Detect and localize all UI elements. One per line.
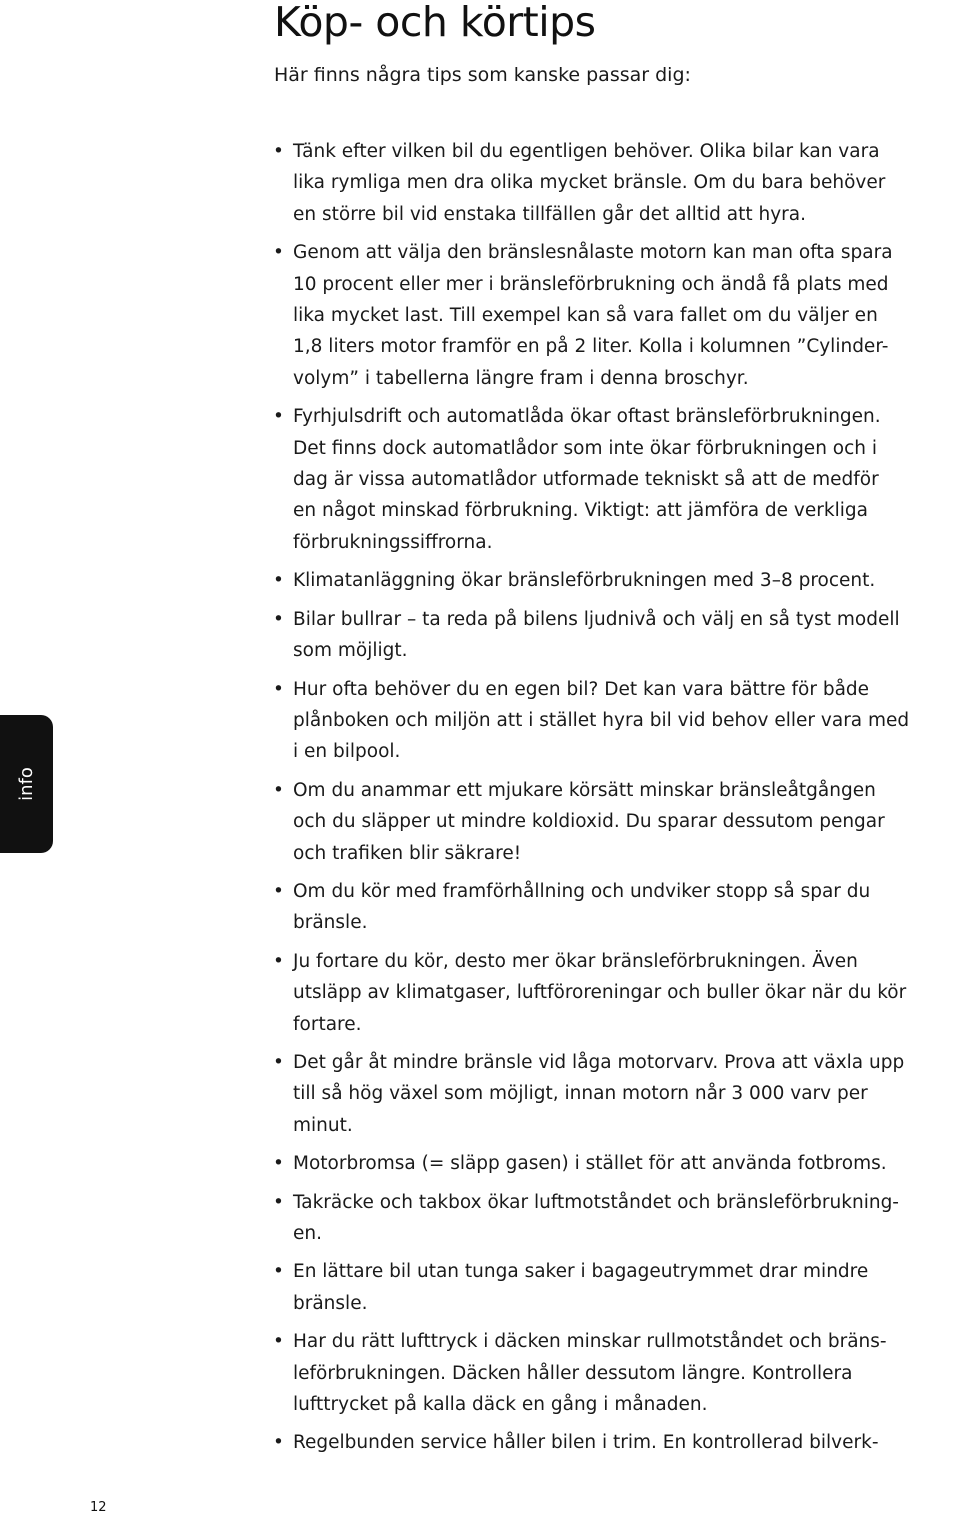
tip-line: Det går åt mindre bränsle vid låga motorvarv. Prova att växla upp bbox=[293, 1051, 905, 1073]
tip-item bbox=[270, 136, 960, 230]
tip-line: Klimatanläggning ökar bränsleförbrukningen med 3–8 procent. bbox=[293, 570, 876, 592]
tip-line: Om du kör med framförhållning och undviker stopp så spar du bbox=[293, 880, 871, 902]
tip-line: Har du rätt lufttryck i däcken minskar rullmotståndet och bräns- bbox=[293, 1331, 887, 1353]
tip-line: leförbrukningen. Däcken håller dessutom längre. Kontrollera bbox=[293, 1362, 853, 1384]
tip-line: bränsle. bbox=[293, 912, 368, 934]
tip-item bbox=[270, 604, 960, 667]
tip-line: 10 procent eller mer i bränsleförbrukning och ändå få plats med bbox=[293, 273, 889, 295]
tip-line: Fyrhjulsdrift och automatlåda ökar oftast bränsleförbrukningen. bbox=[293, 406, 881, 428]
page-title: Köp- och körtips bbox=[274, 0, 596, 46]
tip-line: Bilar bullrar – ta reda på bilens ljudnivå och välj en så tyst modell bbox=[293, 608, 900, 630]
tip-line: minut. bbox=[293, 1114, 353, 1136]
tip-line: Hur ofta behöver du en egen bil? Det kan vara bättre för både bbox=[293, 678, 870, 700]
tip-line: och du släpper ut mindre koldioxid. Du sparar dessutom pengar bbox=[293, 811, 885, 833]
bullet-icon: • bbox=[273, 1261, 284, 1283]
tip-line: bränsle. bbox=[293, 1292, 368, 1314]
bullet-icon: • bbox=[273, 678, 284, 700]
tip-item bbox=[270, 1427, 960, 1458]
tip-item bbox=[270, 775, 960, 869]
tip-item bbox=[270, 946, 960, 1040]
tip-item bbox=[270, 1326, 960, 1420]
tip-line: som möjligt. bbox=[293, 640, 408, 662]
tip-line: och trafiken blir säkrare! bbox=[293, 842, 522, 864]
tips-list bbox=[270, 136, 960, 1466]
bullet-icon: • bbox=[273, 1153, 284, 1175]
bullet-icon: • bbox=[273, 779, 284, 801]
tip-line: i en bilpool. bbox=[293, 741, 401, 763]
tip-line: plånboken och miljön att i stället hyra bil vid behov eller vara med bbox=[293, 709, 910, 731]
tip-line: Det finns dock automatlådor som inte ökar förbrukningen och i bbox=[293, 437, 878, 459]
bullet-icon: • bbox=[273, 1432, 284, 1454]
tip-line: lika mycket last. Till exempel kan så vara fallet om du väljer en bbox=[293, 305, 878, 327]
tip-line: En lättare bil utan tunga saker i bagageutrymmet drar mindre bbox=[293, 1261, 869, 1283]
info-side-tab bbox=[0, 715, 53, 853]
tip-line: till så hög växel som möjligt, innan motorn når 3 000 varv per bbox=[293, 1083, 868, 1105]
tip-item bbox=[270, 1256, 960, 1319]
bullet-icon: • bbox=[273, 570, 284, 592]
tip-line: en större bil vid enstaka tillfällen går det alltid att hyra. bbox=[293, 203, 806, 225]
side-tab-label: info bbox=[15, 767, 37, 801]
tip-item bbox=[270, 1047, 960, 1141]
tip-line: en något minskad förbrukning. Viktigt: att jämföra de verkliga bbox=[293, 500, 868, 522]
tip-item bbox=[270, 401, 960, 558]
tip-line: lika rymliga men dra olika mycket bränsle. Om du bara behöver bbox=[293, 172, 886, 194]
tip-line: Takräcke och takbox ökar luftmotståndet och bränsleförbrukning- bbox=[293, 1191, 899, 1213]
tip-line: Regelbunden service håller bilen i trim. En kontrollerad bilverk- bbox=[293, 1432, 879, 1454]
tip-line: dag är vissa automatlådor utformade tekniskt så att de medför bbox=[293, 469, 879, 491]
bullet-icon: • bbox=[273, 406, 284, 428]
tip-line: 1,8 liters motor framför en på 2 liter. Kolla i kolumnen ”Cylinder- bbox=[293, 336, 889, 358]
bullet-icon: • bbox=[273, 1191, 284, 1213]
tip-line: en. bbox=[293, 1223, 322, 1244]
tip-item bbox=[270, 674, 960, 768]
bullet-icon: • bbox=[273, 950, 284, 972]
tip-item bbox=[270, 237, 960, 394]
tip-line: fortare. bbox=[293, 1013, 362, 1035]
bullet-icon: • bbox=[273, 880, 284, 902]
tip-line: volym” i tabellerna längre fram i denna broschyr. bbox=[293, 367, 749, 389]
bullet-icon: • bbox=[273, 141, 284, 162]
bullet-icon: • bbox=[273, 608, 284, 630]
bullet-icon: • bbox=[273, 1051, 284, 1073]
tip-item bbox=[270, 876, 960, 939]
tip-line: lufttrycket på kalla däck en gång i månaden. bbox=[293, 1394, 708, 1416]
tip-line: Ju fortare du kör, desto mer ökar bränsleförbrukningen. Även bbox=[293, 950, 858, 972]
bullet-icon: • bbox=[273, 242, 284, 264]
tip-item bbox=[270, 1187, 960, 1250]
tip-item bbox=[270, 1148, 960, 1179]
tip-line: utsläpp av klimatgaser, luftföroreningar och buller ökar när du kör bbox=[293, 982, 907, 1004]
tip-item bbox=[270, 565, 960, 596]
tip-line: Tänk efter vilken bil du egentligen behöver. Olika bilar kan vara bbox=[293, 141, 880, 162]
page-number: 12 bbox=[90, 1500, 107, 1515]
tip-line: Motorbromsa (= släpp gasen) i stället för att använda fotbroms. bbox=[293, 1153, 887, 1175]
bullet-icon: • bbox=[273, 1331, 284, 1353]
tip-line: Genom att välja den bränslesnålaste motorn kan man ofta spara bbox=[293, 242, 893, 264]
tip-line: förbrukningssiffrorna. bbox=[293, 531, 493, 553]
intro-text: Här finns några tips som kanske passar dig: bbox=[274, 64, 691, 86]
tip-line: Om du anammar ett mjukare körsätt minskar bränsleåtgången bbox=[293, 779, 876, 801]
